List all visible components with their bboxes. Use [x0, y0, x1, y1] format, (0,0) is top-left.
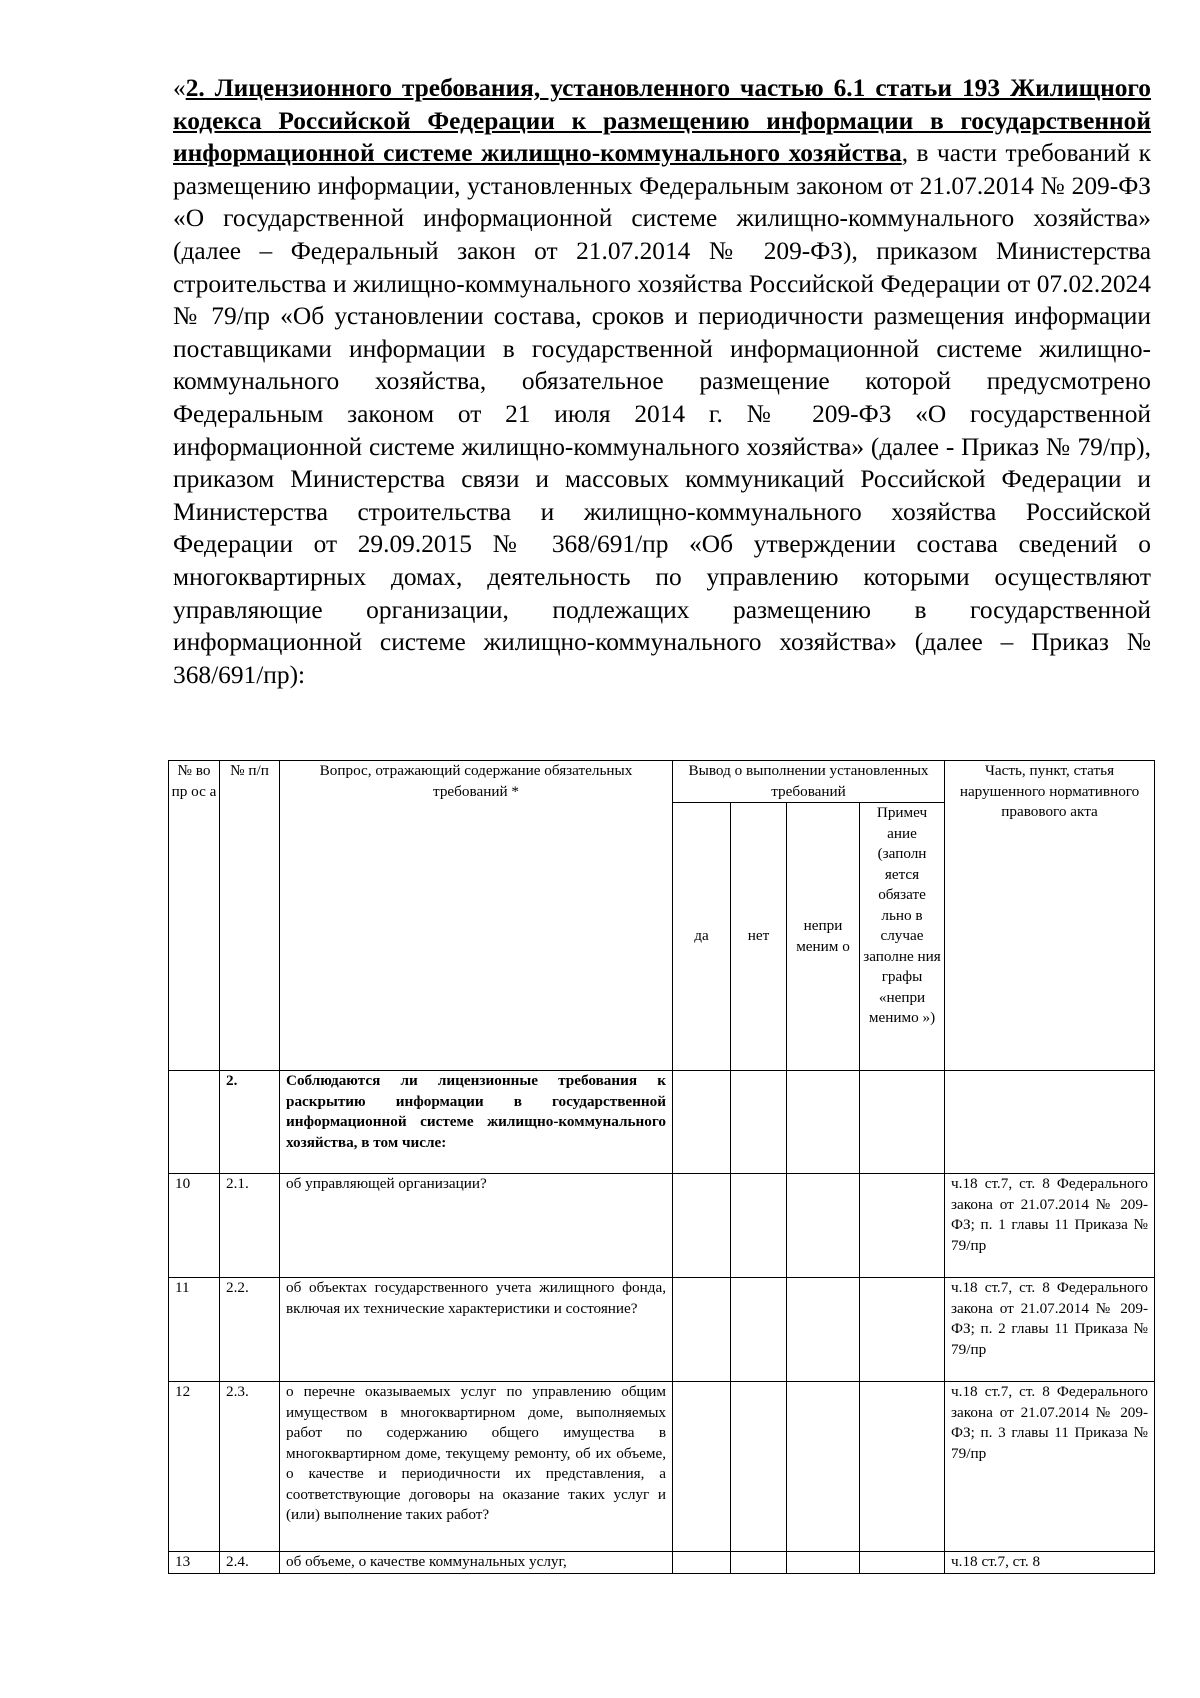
cell-note	[860, 1174, 945, 1278]
col-header-question-no: № во пр ос а	[169, 761, 220, 1071]
cell-no	[731, 1382, 787, 1552]
cell-note	[860, 1552, 945, 1574]
col-header-item-no: № п/п	[220, 761, 280, 1071]
cell-na	[787, 1278, 860, 1382]
row-q-no: 10	[169, 1174, 220, 1278]
row-question: об объеме, о качестве коммунальных услуг,	[280, 1552, 673, 1574]
cell-no	[731, 1278, 787, 1382]
row-q-no: 13	[169, 1552, 220, 1574]
col-header-result: Вывод о выполнении установленных требований	[673, 761, 945, 803]
section-q-no	[169, 1071, 220, 1174]
intro-body: , в части требований к размещению информации, установленных Федеральным законом от 21.07.2014 № 209-ФЗ «О государственной информационной системе жилищно-коммунального хозяйства» (далее – Федеральный закон от 21.07.2014 № 209-ФЗ), приказом Министерства строительства и жилищно-коммунального хозяйства Российской Федерации от 07.02.2024 № 79/пр «Об установлении состава, сроков и периодичности размещения информации поставщиками информации в государственной информационной системе жилищно-коммунального хозяйства, обязательное размещение которой предусмотрено Федеральным законом от 21 июля 2014 г. № 209-ФЗ «О государственной информационной системе жилищно-коммунального хозяйства» (далее - Приказ № 79/пр), приказом Министерства связи и массовых коммуникаций Российской Федерации и Министерства строительства и жилищно-коммунального хозяйства Российской Федерации от 29.09.2015 № 368/691/пр «Об утверждении состава сведений о многоквартирных домах, деятельность по управлению которыми осуществляют управляющие организации, подлежащих размещению в государственной информационной системе жилищно-коммунального хозяйства» (далее – Приказ № 368/691/пр):	[173, 139, 1151, 689]
section-question: Соблюдаются ли лицензионные требования к раскрытию информации в государственной информационной системе жилищно-коммунального хозяйства, в том числе:	[280, 1071, 673, 1174]
cell-yes	[673, 1382, 731, 1552]
cell-note	[860, 1382, 945, 1552]
row-reference: ч.18 ст.7, ст. 8 Федерального закона от 21.07.2014 № 209-ФЗ; п. 2 главы 11 Приказа № 79/пр	[945, 1278, 1155, 1382]
row-item-no: 2.4.	[220, 1552, 280, 1574]
section-item-no: 2.	[220, 1071, 280, 1174]
col-header-no: нет	[731, 803, 787, 1071]
header-row-1	[169, 761, 1155, 803]
row-reference: ч.18 ст.7, ст. 8 Федерального закона от 21.07.2014 № 209-ФЗ; п. 1 главы 11 Приказа № 79/пр	[945, 1174, 1155, 1278]
table-row	[169, 1382, 1155, 1552]
cell-no	[731, 1071, 787, 1174]
intro-paragraph	[173, 72, 1151, 691]
row-question: об управляющей организации?	[280, 1174, 673, 1278]
cell-na	[787, 1071, 860, 1174]
col-header-question: Вопрос, отражающий содержание обязательных требований *	[280, 761, 673, 1071]
section-row	[169, 1071, 1155, 1174]
cell-yes	[673, 1552, 731, 1574]
col-header-reference: Часть, пункт, статья нарушенного нормативного правового акта	[945, 761, 1155, 1071]
col-header-not-applicable: непри меним о	[787, 803, 860, 1071]
cell-na	[787, 1552, 860, 1574]
cell-no	[731, 1552, 787, 1574]
row-item-no: 2.2.	[220, 1278, 280, 1382]
table-row	[169, 1278, 1155, 1382]
cell-yes	[673, 1174, 731, 1278]
cell-yes	[673, 1278, 731, 1382]
cell-note	[860, 1278, 945, 1382]
row-question: об объектах государственного учета жилищного фонда, включая их технические характеристики и состояние?	[280, 1278, 673, 1382]
table-row	[169, 1552, 1155, 1574]
cell-na	[787, 1382, 860, 1552]
cell-no	[731, 1174, 787, 1278]
cell-yes	[673, 1071, 731, 1174]
cell-ref	[945, 1071, 1155, 1174]
open-quote: «	[173, 74, 186, 102]
row-q-no: 12	[169, 1382, 220, 1552]
col-header-note: Примеч ание (заполн яется обязате льно в случае заполне ния графы «непри менимо »)	[860, 803, 945, 1071]
col-header-yes: да	[673, 803, 731, 1071]
row-question: о перечне оказываемых услуг по управлению общим имуществом в многоквартирном доме, выполняемых работ по содержанию общего имущества в многоквартирном доме, текущему ремонту, об их объеме, о качестве и периодичности их представления, а соответствующие договоры на оказание таких услуг и (или) выполнение таких работ?	[280, 1382, 673, 1552]
row-q-no: 11	[169, 1278, 220, 1382]
cell-note	[860, 1071, 945, 1174]
row-item-no: 2.1.	[220, 1174, 280, 1278]
row-item-no: 2.3.	[220, 1382, 280, 1552]
row-reference: ч.18 ст.7, ст. 8 Федерального закона от 21.07.2014 № 209-ФЗ; п. 3 главы 11 Приказа № 79/пр	[945, 1382, 1155, 1552]
checklist-table	[168, 760, 1155, 1574]
table-row	[169, 1174, 1155, 1278]
row-reference: ч.18 ст.7, ст. 8	[945, 1552, 1155, 1574]
cell-na	[787, 1174, 860, 1278]
intro-heading: 2. Лицензионного требования, установленного частью 6.1 статьи 193 Жилищного кодекса Российской Федерации к размещению информации в государственной информационной системе жилищно-коммунального хозяйства	[173, 74, 1151, 168]
